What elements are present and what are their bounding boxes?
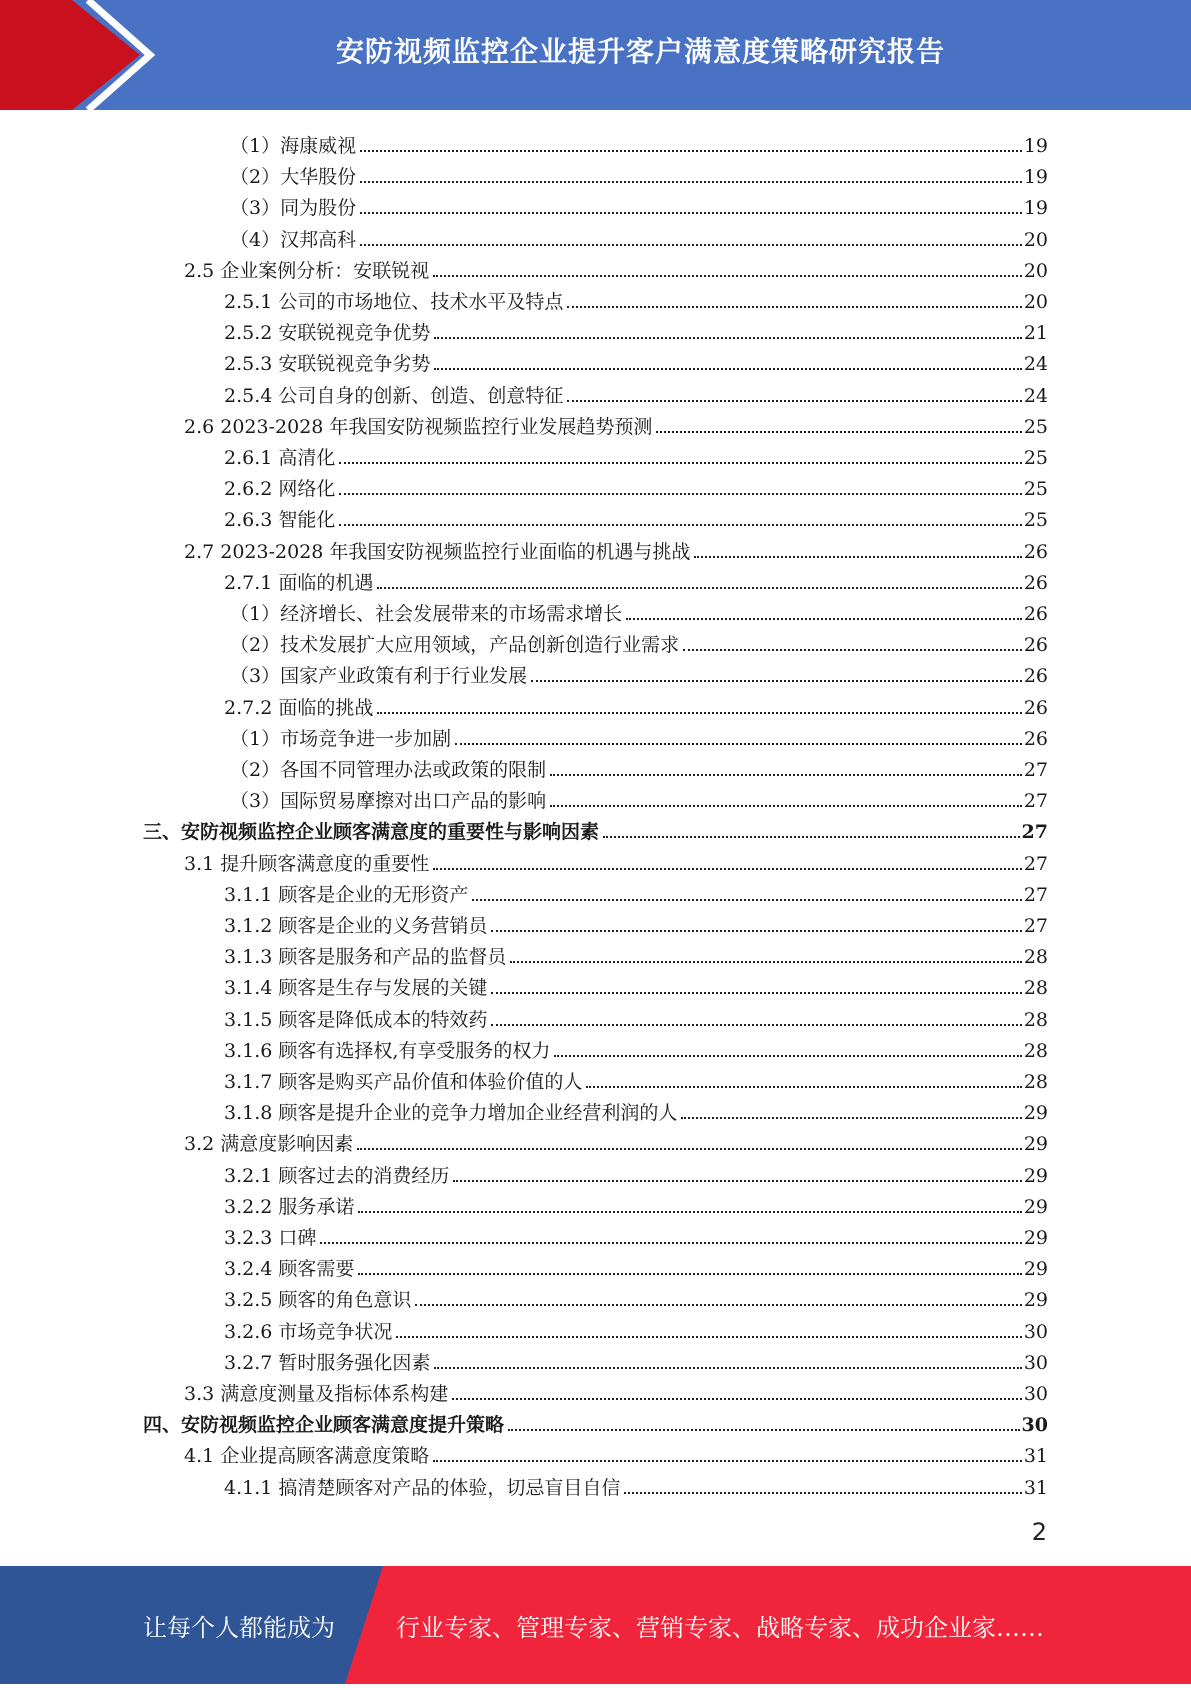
- toc-entry-label: 2.6.1 高清化: [224, 447, 336, 469]
- toc-leader-dots: [508, 1428, 1020, 1431]
- toc-entry-label: 3.2.5 顾客的角色意识: [224, 1289, 412, 1312]
- toc-entry-page: 28: [1023, 1008, 1048, 1031]
- footer-roles: 行业专家、管理专家、营销专家、战略专家、成功企业家……: [396, 1614, 1044, 1642]
- toc-entry-page: 20: [1023, 291, 1048, 313]
- toc-entry[interactable]: [224, 345, 1048, 376]
- toc-leader-dots: [433, 1459, 1022, 1462]
- toc-entry[interactable]: [224, 938, 1048, 969]
- toc-leader-dots: [567, 305, 1021, 308]
- toc-leader-dots: [554, 1054, 1021, 1057]
- toc-entry-page: 28: [1023, 1071, 1048, 1093]
- toc-entry[interactable]: [184, 845, 1048, 876]
- toc-entry-page: 20: [1023, 259, 1048, 282]
- toc-entry[interactable]: [224, 377, 1048, 408]
- toc-entry-page: 28: [1023, 977, 1048, 1000]
- toc-entry[interactable]: [224, 1344, 1048, 1375]
- toc-entry-label: （2）技术发展扩大应用领域，产品创新创造行业需求: [230, 634, 680, 657]
- toc-entry[interactable]: [230, 751, 1048, 782]
- toc-entry-label: 2.7.1 面临的机遇: [224, 571, 374, 594]
- toc-leader-dots: [360, 243, 1022, 246]
- toc-entry-page: 28: [1023, 1039, 1048, 1062]
- toc-entry[interactable]: [224, 501, 1048, 532]
- toc-entry-label: 3.2.1 顾客过去的消费经历: [224, 1164, 450, 1187]
- toc-entry-label: 2.5 企业案例分析：安联锐视: [184, 259, 430, 282]
- toc-entry-page: 27: [1023, 915, 1048, 937]
- toc-entry-label: （1）海康威视: [230, 135, 357, 157]
- toc-leader-dots: [396, 1335, 1021, 1338]
- toc-leader-dots: [656, 430, 1021, 433]
- toc-leader-dots: [339, 461, 1021, 464]
- toc-entry[interactable]: [184, 1125, 1048, 1156]
- toc-entry-label: 4.1.1 搞清楚顾客对产品的体验，切忌盲目自信: [224, 1476, 621, 1499]
- toc-entry-page: 26: [1023, 540, 1048, 563]
- toc-entry-page: 26: [1023, 665, 1048, 688]
- toc-leader-dots: [491, 1023, 1021, 1026]
- toc-entry-page: 21: [1023, 322, 1048, 345]
- toc-entry[interactable]: [184, 533, 1048, 564]
- toc-entry[interactable]: [184, 1437, 1048, 1468]
- toc-leader-dots: [550, 773, 1022, 776]
- toc-entry-label: 3.2 满意度影响因素: [184, 1133, 354, 1156]
- toc-entry[interactable]: [224, 1281, 1048, 1312]
- toc-entry-label: 2.5.2 安联锐视竞争优势: [224, 322, 431, 345]
- toc-entry-page: 25: [1023, 415, 1048, 438]
- toc-entry-page: 27: [1021, 821, 1048, 844]
- toc-entry[interactable]: [184, 1375, 1048, 1406]
- toc-entry-page: 26: [1023, 727, 1048, 750]
- toc-entry-label: 3.1.8 顾客是提升企业的竞争力增加企业经营利润的人: [224, 1102, 678, 1125]
- toc-entry-label: 3.2.7 暂时服务强化因素: [224, 1351, 431, 1374]
- toc-leader-dots: [531, 679, 1022, 682]
- toc-entry[interactable]: [224, 1094, 1048, 1125]
- toc-entry-page: 30: [1023, 1351, 1048, 1374]
- toc-entry-page: 26: [1023, 571, 1048, 594]
- toc-entry[interactable]: [143, 1406, 1048, 1437]
- toc-entry-label: 3.1.2 顾客是企业的义务营销员: [224, 915, 488, 937]
- toc-leader-dots: [586, 1085, 1021, 1088]
- toc-leader-dots: [683, 648, 1022, 651]
- toc-entry[interactable]: [224, 689, 1048, 720]
- toc-leader-dots: [434, 367, 1021, 370]
- toc-entry[interactable]: [224, 283, 1048, 314]
- toc-entry-label: 3.1.5 顾客是降低成本的特效药: [224, 1008, 488, 1031]
- toc-entry-label: （2）大华股份: [230, 166, 357, 189]
- toc-leader-dots: [491, 991, 1021, 994]
- page-header: [0, 0, 1191, 110]
- toc-entry-label: （3）国家产业政策有利于行业发展: [230, 665, 528, 688]
- toc-leader-dots: [603, 835, 1020, 838]
- toc-entry[interactable]: [230, 595, 1048, 626]
- toc-entry[interactable]: [230, 158, 1048, 189]
- toc-entry-label: （4）汉邦高科: [230, 228, 357, 251]
- toc-entry[interactable]: [224, 1157, 1048, 1188]
- toc-entry-label: 3.1.6 顾客有选择权,有享受服务的权力: [224, 1039, 551, 1062]
- toc-entry-page: 26: [1023, 696, 1048, 719]
- toc-leader-dots: [453, 1179, 1021, 1182]
- toc-entry-page: 19: [1023, 166, 1048, 189]
- toc-entry-page: 27: [1023, 883, 1048, 906]
- toc-leader-dots: [510, 960, 1021, 963]
- toc-leader-dots: [472, 898, 1021, 901]
- toc-entry[interactable]: [224, 314, 1048, 345]
- toc-entry-label: 三、安防视频监控企业顾客满意度的重要性与影响因素: [143, 821, 600, 844]
- toc-entry[interactable]: [143, 813, 1048, 844]
- toc-entry-page: 29: [1023, 1227, 1048, 1249]
- toc-entry[interactable]: [224, 1250, 1048, 1281]
- toc-entry-label: 3.1.4 顾客是生存与发展的关键: [224, 977, 488, 1000]
- toc-entry-label: 3.2.4 顾客需要: [224, 1258, 355, 1281]
- toc-entry-page: 24: [1023, 353, 1048, 376]
- toc-entry-page: 27: [1023, 852, 1048, 875]
- toc-entry-page: 29: [1023, 1102, 1048, 1125]
- toc-entry-page: 31: [1023, 1476, 1048, 1499]
- toc-leader-dots: [567, 399, 1021, 402]
- toc-entry[interactable]: [224, 1469, 1048, 1500]
- toc-entry-page: 19: [1023, 135, 1048, 157]
- toc-entry-page: 30: [1021, 1414, 1048, 1437]
- toc-entry[interactable]: [184, 408, 1048, 439]
- toc-entry[interactable]: [230, 782, 1048, 813]
- toc-entry[interactable]: [224, 907, 1048, 938]
- toc-entry-page: 20: [1023, 228, 1048, 251]
- toc-entry-page: 31: [1023, 1445, 1048, 1468]
- toc-leader-dots: [434, 1366, 1021, 1369]
- toc-entry-page: 25: [1023, 447, 1048, 469]
- toc-entry-page: 27: [1023, 759, 1048, 781]
- toc-leader-dots: [360, 180, 1022, 183]
- toc-entry[interactable]: [224, 1313, 1048, 1344]
- toc-entry-page: 30: [1023, 1383, 1048, 1405]
- toc-entry-page: 26: [1023, 634, 1048, 657]
- toc-entry-label: 3.2.2 服务承诺: [224, 1195, 355, 1218]
- toc-entry-label: 2.5.4 公司自身的创新、创造、创意特征: [224, 384, 564, 407]
- toc-entry-label: 3.1.3 顾客是服务和产品的监督员: [224, 946, 507, 969]
- toc-entry[interactable]: [230, 189, 1048, 220]
- toc-leader-dots: [357, 1147, 1022, 1150]
- toc-leader-dots: [434, 336, 1021, 339]
- toc-entry-page: 24: [1023, 384, 1048, 407]
- toc-entry-label: 2.6 2023-2028 年我国安防视频监控行业发展趋势预测: [184, 415, 653, 438]
- toc-entry-label: 3.2.6 市场竞争状况: [224, 1320, 393, 1343]
- toc-leader-dots: [360, 149, 1022, 152]
- toc-entry[interactable]: [184, 252, 1048, 283]
- toc-entry-page: 29: [1023, 1133, 1048, 1156]
- toc-leader-dots: [377, 586, 1021, 589]
- toc-entry-label: 3.1 提升顾客满意度的重要性: [184, 852, 430, 875]
- toc-entry[interactable]: [230, 720, 1048, 751]
- toc-entry[interactable]: [224, 1032, 1048, 1063]
- toc-entry-label: 2.6.2 网络化: [224, 478, 336, 501]
- toc-leader-dots: [339, 492, 1021, 495]
- toc-leader-dots: [377, 711, 1021, 714]
- toc-entry[interactable]: [224, 564, 1048, 595]
- toc-leader-dots: [455, 742, 1022, 745]
- toc-leader-dots: [433, 274, 1022, 277]
- toc-entry-page: 28: [1023, 946, 1048, 969]
- toc-leader-dots: [550, 804, 1022, 807]
- toc-entry-label: 3.2.3 口碑: [224, 1227, 317, 1249]
- toc-leader-dots: [358, 1272, 1021, 1275]
- toc-entry[interactable]: [230, 657, 1048, 688]
- toc-entry-page: 30: [1023, 1320, 1048, 1343]
- toc-entry-page: 29: [1023, 1289, 1048, 1312]
- toc-leader-dots: [681, 1116, 1021, 1119]
- toc-leader-dots: [339, 523, 1021, 526]
- toc-entry-label: （1）市场竞争进一步加剧: [230, 727, 452, 750]
- toc-leader-dots: [624, 1491, 1021, 1494]
- report-title: 安防视频监控企业提升客户满意度策略研究报告: [335, 35, 945, 68]
- toc-entry-label: 3.3 满意度测量及指标体系构建: [184, 1383, 449, 1405]
- toc-leader-dots: [491, 929, 1021, 932]
- toc-entry-page: 25: [1023, 478, 1048, 501]
- toc-entry-label: 2.7 2023-2028 年我国安防视频监控行业面临的机遇与挑战: [184, 540, 691, 563]
- toc-entry[interactable]: [230, 626, 1048, 657]
- toc-entry[interactable]: [224, 1001, 1048, 1032]
- toc-entry-label: 2.5.1 公司的市场地位、技术水平及特点: [224, 291, 564, 313]
- toc-entry[interactable]: [224, 969, 1048, 1000]
- page-footer: [0, 1566, 1191, 1684]
- toc-entry[interactable]: [224, 439, 1048, 470]
- toc-entry-page: 29: [1023, 1195, 1048, 1218]
- toc-entry-page: 27: [1023, 790, 1048, 813]
- toc-entry[interactable]: [224, 1063, 1048, 1094]
- toc-leader-dots: [433, 867, 1022, 870]
- toc-entry-label: 2.6.3 智能化: [224, 509, 336, 532]
- footer-slogan: 让每个人都能成为: [143, 1614, 335, 1642]
- toc-entry-label: （3）同为股份: [230, 197, 357, 220]
- toc-leader-dots: [358, 1210, 1021, 1213]
- toc-leader-dots: [694, 555, 1021, 558]
- toc-entry-label: （3）国际贸易摩擦对出口产品的影响: [230, 790, 547, 813]
- toc-entry[interactable]: [224, 876, 1048, 907]
- toc-entry-label: 3.1.1 顾客是企业的无形资产: [224, 883, 469, 906]
- toc-entry-page: 25: [1023, 509, 1048, 532]
- toc-entry-label: （2）各国不同管理办法或政策的限制: [230, 759, 547, 781]
- toc-entry-label: 4.1 企业提高顾客满意度策略: [184, 1445, 430, 1468]
- toc-entry-label: 3.1.7 顾客是购买产品价值和体验价值的人: [224, 1071, 583, 1093]
- toc-leader-dots: [415, 1303, 1021, 1306]
- toc-entry-page: 29: [1023, 1164, 1048, 1187]
- toc-entry[interactable]: [230, 127, 1048, 158]
- toc-entry[interactable]: [224, 470, 1048, 501]
- toc-entry-label: 2.5.3 安联锐视竞争劣势: [224, 353, 431, 376]
- toc-leader-dots: [626, 617, 1022, 620]
- toc-entry-page: 19: [1023, 197, 1048, 220]
- toc-entry-label: 2.7.2 面临的挑战: [224, 696, 374, 719]
- toc-leader-dots: [360, 211, 1022, 214]
- toc-entry[interactable]: [224, 1188, 1048, 1219]
- toc-entry[interactable]: [230, 221, 1048, 252]
- toc-entry-page: 29: [1023, 1258, 1048, 1281]
- toc-entry-page: 26: [1023, 603, 1048, 625]
- toc-leader-dots: [452, 1397, 1022, 1400]
- toc-entry[interactable]: [224, 1219, 1048, 1250]
- toc-leader-dots: [320, 1241, 1021, 1244]
- toc-entry-label: （1）经济增长、社会发展带来的市场需求增长: [230, 603, 623, 625]
- page-number: 2: [1031, 1518, 1047, 1546]
- toc-entry-label: 四、安防视频监控企业顾客满意度提升策略: [143, 1414, 505, 1437]
